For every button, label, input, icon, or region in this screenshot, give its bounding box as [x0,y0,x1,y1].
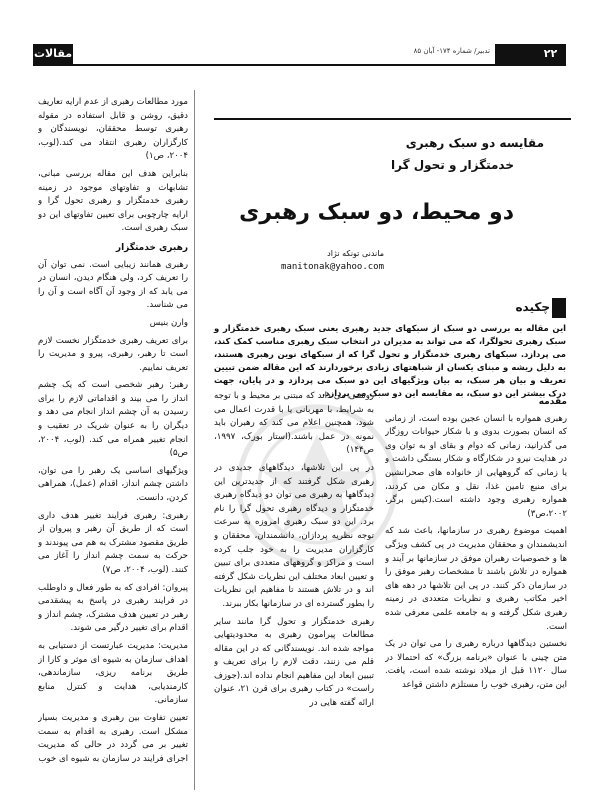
paragraph: در پی این تلاشها، دیدگاههای جدیدی در رهبری شکل گرفتند که از جدیدترین این دیدگاهها به رهبری می توان دو دیدگاه رهبری خدمتگزار و دیدگاه رهبری تحول گرا را نام برد. این دو سبک رهبری امروزه به سرعت توجه نظریه پردازان، دانشمندان، محققان و کارگزاران مدیریت را به خود جلب کرده است و مراکز و گروههای متعددی برای تبیین و تعیین ابعاد مختلف این نظریات شکل گرفته اند و در تلاش هستند تا مفاهیم این نظریات را بطور گسترده ای در سازمانها بکار ببرند. [214,462,374,609]
paragraph: اهمیت موضوع رهبری در سازمانها، باعث شد که اندیشمندان و محققان مدیریت در پی کشف ویژگی ها و خصوصیات رهبران موفق در سازمانها بر آیند و همواره در تلاش باشند تا مشخصات رهبر موفق را در سازمان ذکر کنند. در پی این تلاشها در دهه های اخیر مکاتب رهبری و نظریات متعددی در زمینه رهبری شکل گرفته و به جامعه علمی معرفی شده است. [385,526,567,632]
section-label: مقالات [33,44,73,64]
column-divider [194,90,195,790]
section-heading-intro: مقدمه [538,397,567,407]
middle-column [214,390,374,790]
paragraph: رهبری: رهبری فرایند تغییر هدف داری است که از طریق آن رهبر و پیروان از طریق مقصود مشترک به هم می پیوندند و حرکت به سمت چشم انداز را آغاز می کنند. (لوب، ۲۰۰۴، ص۷) [38,510,188,575]
author-name: ماندنی تونکه نژاد [327,249,384,258]
section-heading-servant: رهبری خدمتگزار [115,242,188,253]
article-title: دو محیط، دو سبک رهبری [239,200,514,225]
paragraph: بنابراین هدف این مقاله بررسی مبانی، تشابهات و تفاوتهای موجود در زمینه رهبری خدمتگزار و رهبری تحول گرا و ارایه چارچوبی برای تعیین تفاوتهای این دو سبک رهبری است. [38,168,188,234]
paragraph: پیروان: افرادی که به طور فعال و داوطلب در فرایند رهبری در پاسخ به پیشقدمی رهبر در تعیین هدف مشترک، چشم انداز و اقدام برای تغییر درگیر می شوند. [38,582,188,634]
paragraph: مدیریت: مدیریت عبارتست از دستیابی به اهداف سازمان به شیوه ای موثر و کارا از طریق برنامه ریزی، سازماندهی، کارمندیابی، هدایت و کنترل منابع سازمانی. [38,640,188,706]
paragraph: نخستین دیدگاهها درباره رهبری را می توان در یک متن چینی با عنوان «برنامه بزرگ» که احتمالا در سال ۱۱۲۰ قبل از میلاد نوشته شده است، یافت. این متن، رهبری خوب را مستلزم داشتن قواعد [385,639,567,690]
paragraph: مورد مطالعات رهبری از عدم ارایه تعاریف دقیق، روشن و قابل استفاده در مقوله رهبری توسط محققان، نویسندگان و کارگزاران رهبری انتقاد می کند.(لوب، ۲۰۰۴، ص۱) [38,97,188,162]
paragraph: تعیین تفاوت بین رهبری و مدیریت بسیار مشکل است. رهبری به اقدام به سمت تغییر بر می گردد در حالی که مدیریت اجرای فرایند در سازمان به شیوه ای خوب [38,712,188,764]
issue-meta: تدبیر/ شماره ۱۷۴- آبان ۸۵ [413,47,490,55]
header-rule [33,64,566,66]
supertitle-1: مقایسه دو سبک رهبری [405,136,544,150]
paragraph: رهبری همانند زیبایی است. نمی توان آن را تعریف کرد، ولی هنگام دیدن، انسان در می یابد که از وجود آن آگاه است و آن را می شناسد. [38,259,188,311]
paragraph: برای تعریف رهبری خدمتگزار نخست لازم است تا رهبر، رهبری، پیرو و مدیریت را تعریف نماییم. [38,335,188,373]
paragraph: ویژگیهای اساسی یک رهبر را می توان، داشتن چشم انداز، اقدام (عمل)، همراهی کردن، دانست. [38,465,188,504]
left-column [38,96,188,786]
page-number: ۲۲ [543,47,558,60]
abstract-marker-icon [552,298,566,318]
paragraph: رهبری همواره با انسان عجین بوده است، از زمانی که انسان بصورت بدوی و با شکار حیوانات روزگار می گذرانید، زمانی که دوام و بقای او به توان وی در هدایت نیرو در شکارگاه و شکار بستگی داشت و یا زمانی که گروههایی از خانواده های صحرانشین برای منبع تامین غذا، نقل و مکان می کردند، همواره رهبری وجود داشته است.(کیس برگر، ۲۰۰۲،ص۳) [385,413,567,519]
abstract-text: این مقاله به بررسی دو سبک از سبکهای جدید رهبری یعنی سبک رهبری خدمتگزار و سبک رهبری تحولگرا، که می تواند به مدیران در انتخاب سبک رهبری مناسب کمک کند، می پردازد. سبکهای رهبری خدمتگزار و تحول گرا که از سبکهای نوین رهبری هستند، به دلیل ریشه و مبنای یکسان از شباهتهای زیادی برخوردارند که این مقاله ضمن تبیین تعریف و بیان هر سبک، به بیان ویژگیهای این دو سبک می پردازد و در پایان، جهت درک بیشتر این دو سبک، به مقایسه این دو سبک می پردازد. [214,323,566,398]
author-email: manitonak@yahoo.com [281,262,384,272]
abstract-heading: چکیده [515,300,550,314]
right-column [385,390,567,790]
paragraph: رهبری خدمتگزار و تحول گرا مانند سایر مطالعات پیرامون رهبری به محدودیتهایی مواجه شده اند. نویسندگانی که در این مقاله قلم می زنند، دقت لازم را برای تعریف و تبیین ابعاد این مفاهیم انجام نداده اند.(جوزف راست» در کتاب رهبری برای قرن ۲۱، عنوان ارائه گفته هایی در [214,616,374,709]
quote-attribution: وارن بنیس [149,317,188,328]
paragraph: رهبر: رهبر شخصی است که یک چشم انداز را می بیند و اقداماتی لازم را برای رسیدن به آن چشم انداز انجام می دهد و دیگران را به عنوان شریک در تعقیب و انجام تغییر همراه می کند. (لوب، ۲۰۰۴، ص۵) [38,380,188,459]
paragraph: روشنی می داند که مبتنی بر محیط و با توجه به شرایط، با مهربانی یا با قدرت اعمال می شود، همچنین اعلام می کند که رهبران باید نمونه در عمل باشند.(استار بورک، ۱۹۹۷، ص۱۴۴) [214,391,374,456]
supertitle-2: خدمتگزار و تحول گرا [390,158,514,172]
